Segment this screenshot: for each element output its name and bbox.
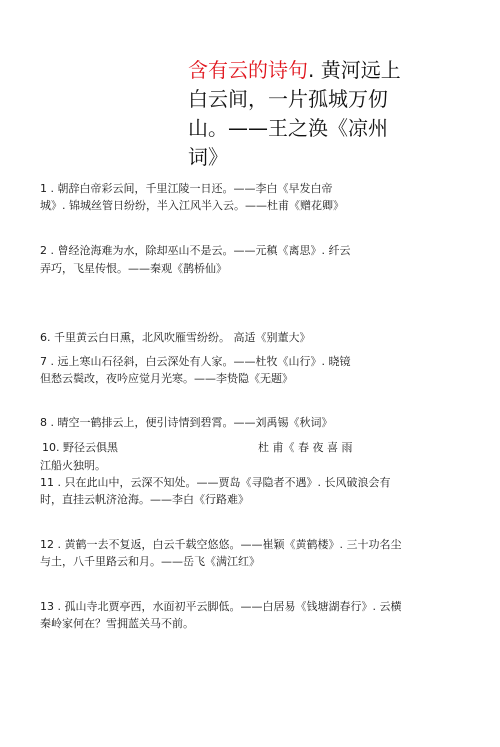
poem-line: 与土，八千里路云和月。——岳飞《满江红》 bbox=[40, 555, 260, 568]
poem-line: 弄巧，飞星传恨。——秦观《鹊桥仙》 bbox=[40, 262, 227, 275]
poem-line: 时，直挂云帆济沧海。——李白《行路难》 bbox=[40, 493, 249, 506]
poem-line: 10. 野径云俱黑 bbox=[42, 441, 118, 454]
title-line-4: 词》 bbox=[188, 145, 228, 169]
poem-line: 6. 千里黄云白日熏，北风吹雁雪纷纷。 高适《别董大》 bbox=[40, 331, 311, 344]
title-line-2: 白云间，一片孤城万仞 bbox=[188, 87, 388, 111]
poem-line: 11 . 只在此山中，云深不知处。——贾岛《寻隐者不遇》. 长风破浪会有 bbox=[40, 476, 391, 489]
title-line-1 bbox=[188, 56, 410, 85]
poem-line: 7 . 远上寒山石径斜，白云深处有人家。——杜牧《山行》. 晓镜 bbox=[40, 355, 351, 368]
title-line-1-rest: . 黄河远上 bbox=[308, 58, 401, 82]
title-highlight: 含有云的诗句 bbox=[188, 58, 308, 82]
poem-line: 1 . 朝辞白帝彩云间，千里江陵一日还。——李白《早发白帝 bbox=[40, 182, 333, 195]
poem-line: 8 . 晴空一鹤排云上，便引诗情到碧霄。——刘禹锡《秋词》 bbox=[40, 416, 333, 429]
poem-line: 杜 甫《 春 夜 喜 雨 bbox=[258, 441, 353, 454]
poem-line: 2 . 曾经沧海难为水，除却巫山不是云。——元稹《离思》. 纤云 bbox=[40, 244, 351, 257]
poem-line: 江船火独明。 bbox=[40, 459, 106, 472]
title-line-3: 山。——王之涣《凉州 bbox=[188, 116, 388, 140]
poem-line: 城》. 锦城丝管日纷纷，半入江风半入云。——杜甫《赠花卿》 bbox=[40, 199, 344, 212]
poem-line: 秦岭家何在？雪拥蓝关马不前。 bbox=[40, 617, 194, 630]
poem-line: 但愁云鬓改，夜吟应觉月光寒。——李贽隐《无题》 bbox=[40, 372, 293, 385]
poem-line: 13 . 孤山寺北贾亭西，水面初平云脚低。——白居易《钱塘湖春行》. 云横 bbox=[40, 600, 402, 613]
poem-line: 12 . 黄鹤一去不复返，白云千载空悠悠。——崔颖《黄鹤楼》. 三十功名尘 bbox=[40, 538, 402, 551]
page-title bbox=[188, 56, 410, 172]
